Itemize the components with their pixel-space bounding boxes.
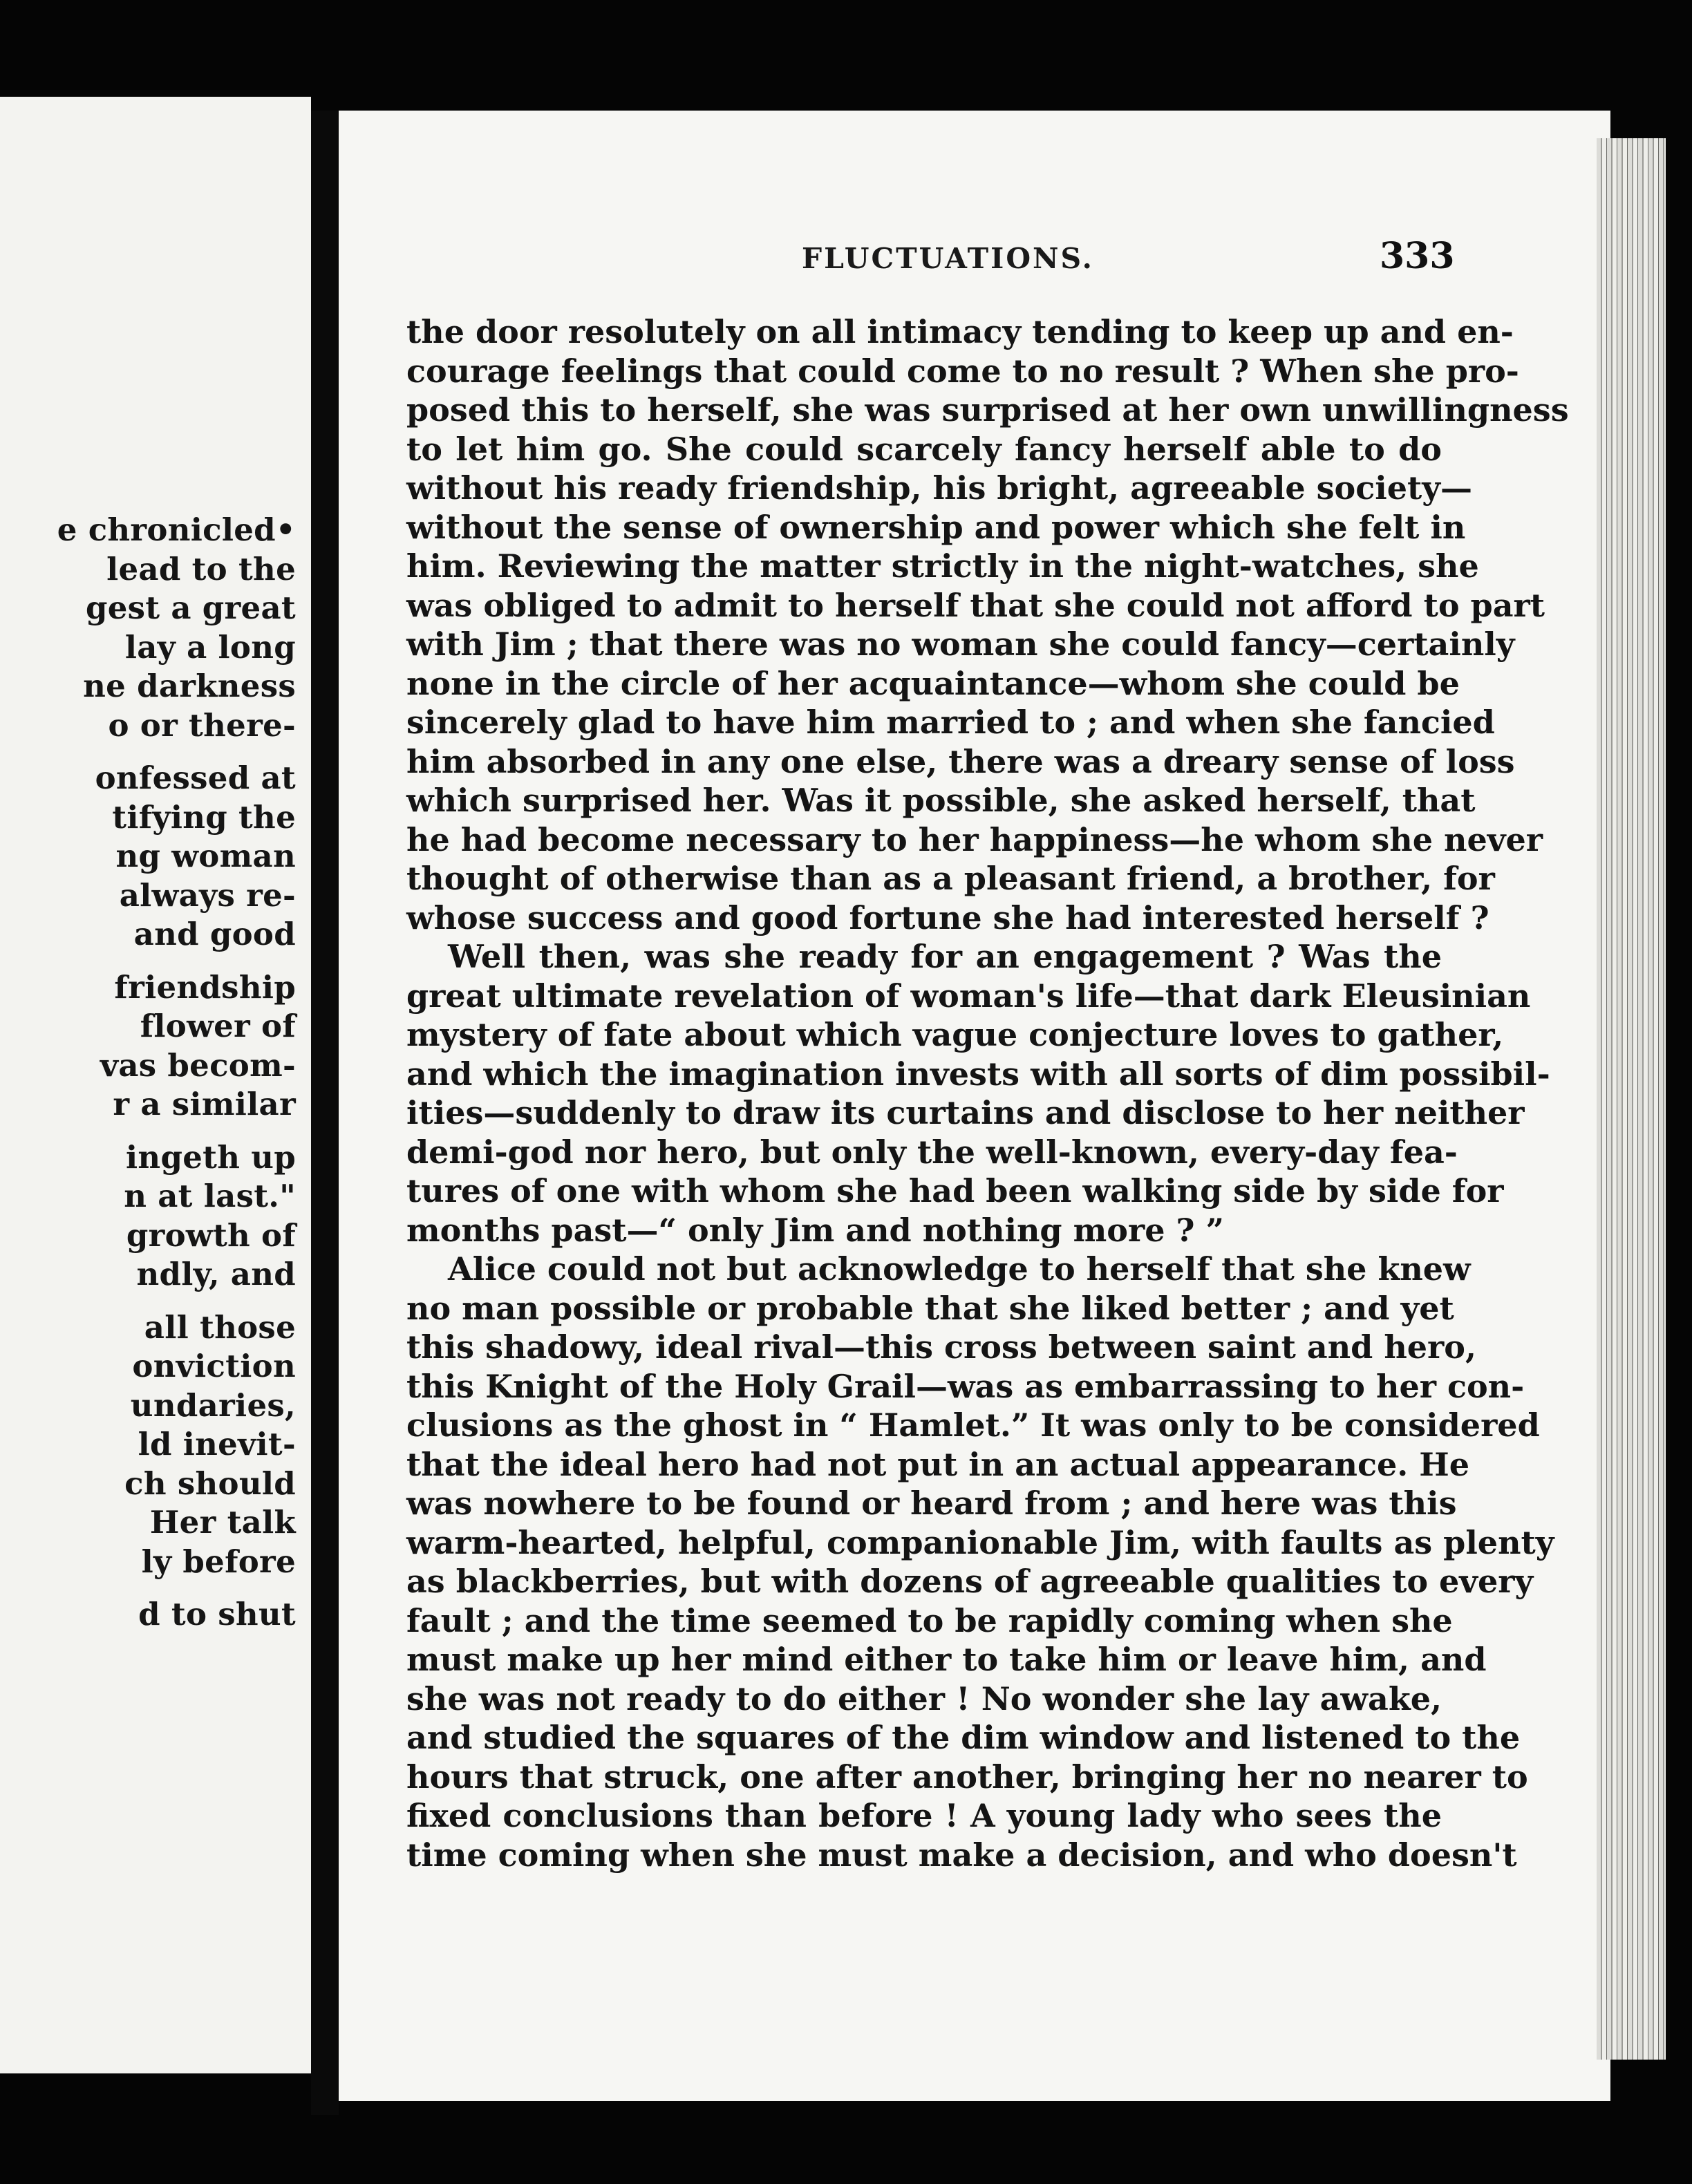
text-line: fault ; and the time seemed to be rapidly coming when she <box>406 1601 1453 1639</box>
text-line: must make up her mind either to take him or leave him, and <box>406 1641 1487 1678</box>
text-line: ities—suddenly to draw its curtains and disclose to her neither <box>406 1094 1525 1131</box>
running-head: FLUCTUATIONS. <box>802 242 1094 275</box>
text-line: hours that struck, one after another, bringing her no nearer to <box>406 1758 1528 1796</box>
page-number: 333 <box>1380 235 1455 277</box>
left-page-fragment: ng woman <box>115 838 296 874</box>
text-line: months past—“ only Jim and nothing more ? ” <box>406 1211 1224 1249</box>
text-line: was obliged to admit to herself that she could not afford to part <box>406 586 1545 624</box>
book-gutter <box>311 111 339 2115</box>
text-line: as blackberries, but with dozens of agreeable qualities to every <box>406 1563 1534 1600</box>
left-page-fragment: d to shut <box>138 1596 296 1632</box>
text-line: clusions as the ghost in “ Hamlet.” It was only to be considered <box>406 1406 1540 1444</box>
left-page-fragment: onfessed at <box>95 760 296 796</box>
left-page-fragment: n at last." <box>124 1178 296 1214</box>
left-page-fragment: undaries, <box>130 1386 296 1424</box>
text-line: warm-hearted, helpful, companionable Jim, with faults as plenty <box>406 1523 1554 1561</box>
text-line: great ultimate revelation of woman's life—that dark Eleusinian <box>406 977 1531 1015</box>
left-page-fragment: flower of <box>140 1008 296 1044</box>
left-page-fragment: lay a long <box>124 628 296 666</box>
left-page-fragment: r a similar <box>113 1086 296 1122</box>
text-line: whose success and good fortune she had interested herself ? <box>406 898 1489 936</box>
text-line: posed this to herself, she was surprised at her own unwillingness <box>406 391 1569 429</box>
left-page-fragment: ndly, and <box>136 1256 296 1292</box>
left-page-fragment: and good <box>133 916 296 952</box>
text-line: courage feelings that could come to no result ? When she pro- <box>406 352 1519 390</box>
text-line: none in the circle of her acquaintance—whom she could be <box>406 664 1460 702</box>
text-line: which surprised her. Was it possible, she asked herself, that <box>406 782 1476 819</box>
left-page-fragment: onviction <box>132 1348 296 1384</box>
text-line: to let him go. She could scarcely fancy herself able to do <box>406 430 1442 468</box>
left-page-fragment: e chronicled• <box>57 511 296 548</box>
text-line: fixed conclusions than before ! A young lady who sees the <box>406 1797 1442 1834</box>
text-line: she was not ready to do either ! No wonder she lay awake, <box>406 1679 1442 1717</box>
text-line: that the ideal hero had not put in an actual appearance. He <box>406 1445 1469 1483</box>
text-line: demi-god nor hero, but only the well-known, every-day fea- <box>406 1133 1458 1171</box>
left-page-fragment: o or there- <box>108 706 296 744</box>
text-line: Alice could not but acknowledge to herself that she knew <box>448 1250 1471 1288</box>
left-page-fragment: vas becom- <box>100 1046 296 1084</box>
body-text <box>406 312 1569 1874</box>
text-line: thought of otherwise than as a pleasant friend, a brother, for <box>406 860 1495 897</box>
text-line: this Knight of the Holy Grail—was as embarrassing to her con- <box>406 1367 1525 1405</box>
text-line: time coming when she must make a decision, and who doesn't <box>406 1836 1517 1874</box>
text-line: this shadowy, ideal rival—this cross between saint and hero, <box>406 1328 1476 1366</box>
text-line: the door resolutely on all intimacy tending to keep up and en- <box>406 313 1514 350</box>
text-line: him. Reviewing the matter strictly in the night-watches, she <box>406 547 1479 585</box>
text-line: no man possible or probable that she liked better ; and yet <box>406 1289 1454 1327</box>
left-page-fragment: ld inevit- <box>138 1426 296 1462</box>
text-line: with Jim ; that there was no woman she could fancy—certainly <box>406 625 1515 663</box>
left-page-fragment: friendship <box>114 968 296 1006</box>
left-page-fragment: gest a great <box>85 590 296 626</box>
text-line: tures of one with whom she had been walking side by side for <box>406 1172 1504 1209</box>
left-page-fragment: all those <box>144 1308 296 1346</box>
text-line: was nowhere to be found or heard from ; and here was this <box>406 1485 1457 1522</box>
left-page <box>0 97 311 2073</box>
text-line: he had become necessary to her happiness—he whom she never <box>406 820 1543 858</box>
left-page-fragment: ly before <box>141 1543 296 1580</box>
left-page-fragment: Her talk <box>149 1504 296 1541</box>
left-page-fragment: tifying the <box>112 798 296 836</box>
text-line: him absorbed in any one else, there was a dreary sense of loss <box>406 742 1515 780</box>
text-line: without the sense of ownership and power which she felt in <box>406 508 1466 546</box>
text-line: without his ready friendship, his bright, agreeable society— <box>406 469 1472 507</box>
text-line: and studied the squares of the dim window and listened to the <box>406 1719 1521 1756</box>
text-line: mystery of fate about which vague conjecture loves to gather, <box>406 1016 1504 1053</box>
text-line: Well then, was she ready for an engagement ? Was the <box>448 938 1442 975</box>
page-edges <box>1597 138 1666 2060</box>
left-page-fragment: lead to the <box>106 550 296 587</box>
left-page-fragment: ingeth up <box>126 1138 296 1176</box>
text-line: sincerely glad to have him married to ; and when she fancied <box>406 704 1495 741</box>
left-page-fragment: ne darkness <box>83 668 296 704</box>
left-page-fragment: growth of <box>126 1216 296 1254</box>
left-page-fragment: always re- <box>119 876 296 914</box>
left-page-fragment: ch should <box>124 1465 296 1502</box>
text-line: and which the imagination invests with all sorts of dim possibil- <box>406 1055 1550 1093</box>
